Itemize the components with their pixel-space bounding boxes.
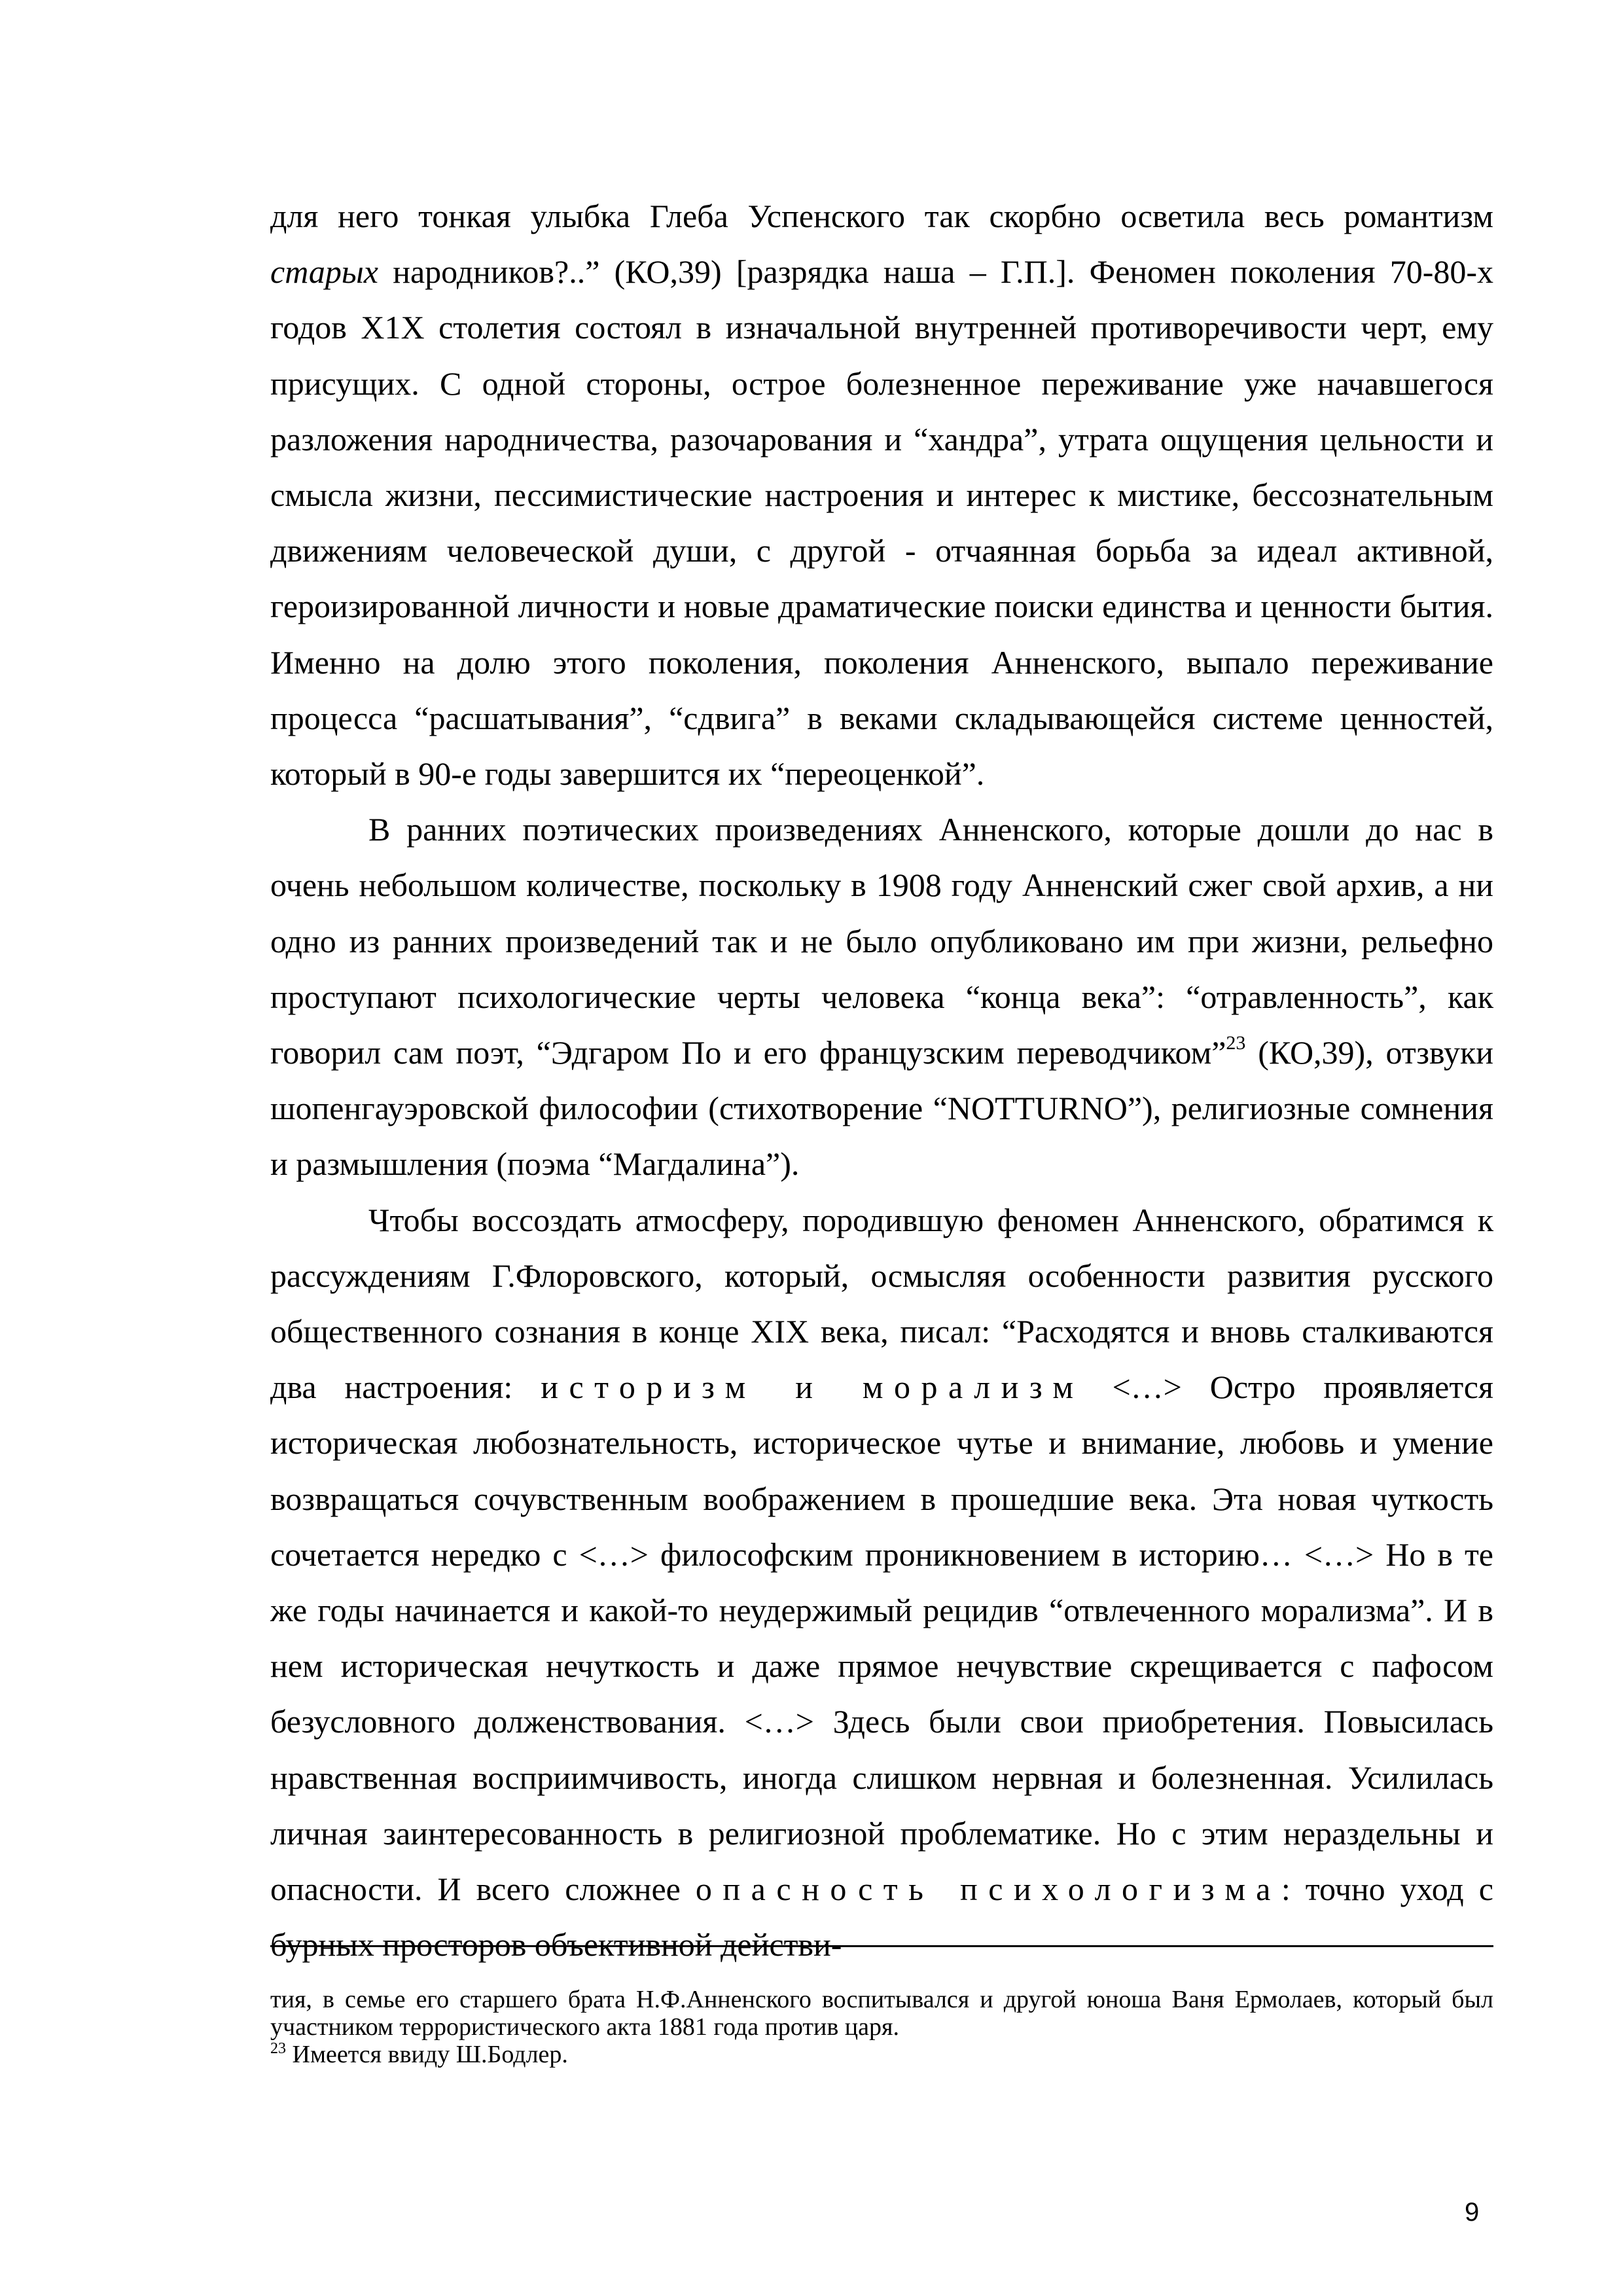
page-number: 9 [1465, 2198, 1480, 2227]
paragraph-2-rest: (КО,39), отзвуки шопенгауэровской философии (стихотворение “NOTTURNO”), религиозные сомнения и размышления (поэма “Магдалина”). [270, 1034, 1493, 1183]
spaced-emphasis-1: историзм и морализм [541, 1369, 1084, 1406]
footnotes [270, 1986, 1493, 2068]
paragraph-1-rest: народников?..” (КО,39) [разрядка наша – Г.П.]. Феномен поколения 70-80-х годов Х1Х столетия состоял в изначальной внутренней противоречивости черт, ему присущих. С одной стороны, острое болезненное переживание уже начавшегося разложения народничества, разочарования и “хандра”, утрата ощущения цельности и смысла жизни, пессимистические настроения и интерес к мистике, бессознательным движениям человеческой души, с другой - отчаянная борьба за идеал активной, героизированной личности и новые драматические поиски единства и ценности бытия. Именно на долю этого поколения, поколения Анненского, выпало переживание процесса “расшатывания”, “сдвига” в веками складывающейся системе ценностей, который в 90-е годы завершится их “переоценкой”. [270, 253, 1493, 793]
paragraph-2-start: В ранних поэтических произведениях Анненского, которые дошли до нас в очень небольшом количестве, поскольку в 1908 году Анненский сжег свой архив, а ни одно из ранних произведений так и не было опубликовано им при жизни, рельефно проступают психологические черты человека “конца века”: “отравленность”, как говорил сам поэт, “Эдгаром По и его французским переводчиком” [270, 811, 1493, 1071]
paragraph-3-middle: <…> Остро проявляется историческая любознательность, историческое чутье и внимание, любовь и умение возвращаться сочувственным воображением в прошедшие века. Эта новая чуткость сочетается нередко с <…> философским проникновением в историю… <…> Но в те же годы начинается и какой-то неудержимый рецидив “отвлеченного морализма”. И в нем историческая нечуткость и даже прямое нечувствие скрещивается с пафосом безусловного долженствования. <…> Здесь были свои приобретения. Повысилась нравственная восприимчивость, иногда слишком нервная и болезненная. Усилилась личная заинтересованность в религиозной проблематике. Но с этим нераздельны и опасности. И всего сложнее [270, 1369, 1493, 1908]
footnote-23 [270, 2041, 1493, 2068]
spaced-emphasis-2: опасность психологизма [695, 1871, 1281, 1908]
main-text [270, 188, 1493, 1973]
paragraph-3 [270, 1193, 1493, 1973]
paragraph-3-start: Чтобы воссоздать атмосферу, породившую феномен Анненского, обратимся к рассуждениям Г.Флоровского, который, осмысляя особенности развития русского общественного сознания в конце XIX века, писал: “Расходятся и вновь сталкиваются два настроения: [270, 1201, 1493, 1406]
footnote-continuation: тия, в семье его старшего брата Н.Ф.Анненского воспитывался и другой юноша Ваня Ермолаев, который был участником террористического акта 1881 года против царя. [270, 1986, 1493, 2041]
paragraph-1-start: для него тонкая улыбка Глеба Успенского так скорбно осветила весь романтизм [270, 198, 1493, 234]
footnote-text: Имеется ввиду Ш.Бодлер. [286, 2041, 568, 2068]
footnote-separator [270, 1945, 1493, 1947]
paragraph-2 [270, 802, 1493, 1192]
paragraph-1 [270, 188, 1493, 802]
footnote-number: 23 [270, 2040, 286, 2057]
footnote-ref-23: 23 [1226, 1032, 1246, 1054]
italic-word: старых [270, 253, 378, 291]
paragraph-3-end: : точно уход с бурных просторов объективной действи- [270, 1871, 1493, 1964]
